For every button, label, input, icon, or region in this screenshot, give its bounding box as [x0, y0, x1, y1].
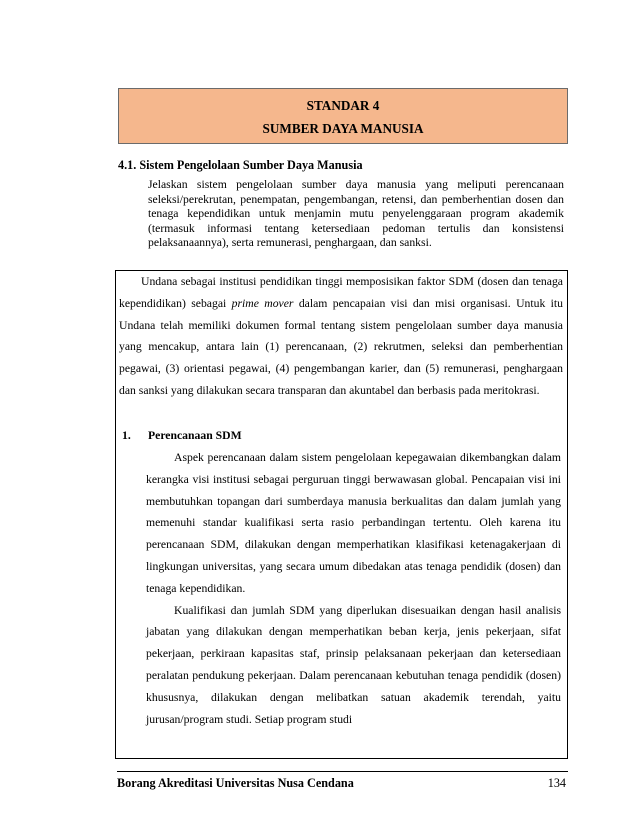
intro-paragraph: [119, 271, 563, 402]
subsection-paragraph-2: Kualifikasi dan jumlah SDM yang diperlukan disesuaikan dengan hasil analisis jabatan yang dilakukan dengan memperhatikan beban kerja, jenis pekerjaan, sifat pekerjaan, perkiraan kapasitas staf, prinsip pelaksanaan pekerjaan dan ketersediaan peralatan pendukung pekerjaan. Dalam perencanaan kebutuhan tenaga pendidik (dosen) khususnya, dilakukan dengan melibatkan satuan akademik terendah, yaitu jurusan/program studi. Setiap program studi: [146, 603, 561, 726]
standard-number: STANDAR 4: [306, 98, 380, 113]
intro-italic-term: prime mover: [231, 296, 294, 310]
page-number: 134: [547, 776, 566, 790]
subsection-heading: [122, 425, 242, 447]
subsection-title: Perencanaan SDM: [148, 429, 242, 442]
standard-title-box: [118, 88, 568, 144]
subsection-body: [146, 447, 561, 730]
standard-title: SUMBER DAYA MANUSIA: [262, 121, 424, 136]
footer-title: Borang Akreditasi Universitas Nusa Cendana: [117, 776, 354, 790]
footer-divider: [117, 771, 568, 772]
answer-box: [115, 270, 568, 759]
subsection-number: 1.: [122, 429, 131, 442]
section-heading: 4.1. Sistem Pengelolaan Sumber Daya Manusia: [118, 158, 363, 172]
section-instructions: Jelaskan sistem pengelolaan sumber daya manusia yang meliputi perencanaan seleksi/perekrutan, penempatan, pengembangan, retensi, dan pemberhentian dosen dan tenaga kependidikan untuk menjamin mutu penyelenggaraan program akademik (termasuk informasi tentang ketersediaan pedoman tertulis dan konsistensi pelaksanaannya), serta remunerasi, penghargaan, dan sanksi.: [148, 178, 564, 250]
intro-text-start: Undana sebagai institusi pendidikan tinggi memposisikan faktor SDM (dosen dan tenaga kependidikan) sebagai: [119, 275, 563, 310]
subsection-paragraph-1: Aspek perencanaan dalam sistem pengelolaan kepegawaian dikembangkan dalam kerangka visi institusi sebagai perguruan tinggi berwawasan global. Pencapaian visi ini membutuhkan topangan dari sumberdaya manusia berkualitas dan dalam jumlah yang memenuhi standar kualifikasi serta rasio perbandingan tertentu. Oleh karena itu perencanaan SDM, dilakukan dengan memperhatikan klasifikasi ketenagakerjaan di lingkungan universitas, yang secara umum dibedakan atas tenaga pendidik (dosen) dan tenaga kependidikan.: [146, 451, 561, 595]
intro-text-end: dalam pencapaian visi dan misi organisasi. Untuk itu Undana telah memiliki dokumen formal tentang sistem pengelolaan sumber daya manusia yang mencakup, antara lain (1) perencanaan, (2) rekrutmen, seleksi dan pemberhentian pegawai, (3) orientasi pegawai, (4) pengembangan karier, dan (5) remunerasi, penghargaan dan sanksi yang dilakukan secara transparan dan akuntabel dan berbasis pada meritokrasi.: [119, 296, 564, 397]
